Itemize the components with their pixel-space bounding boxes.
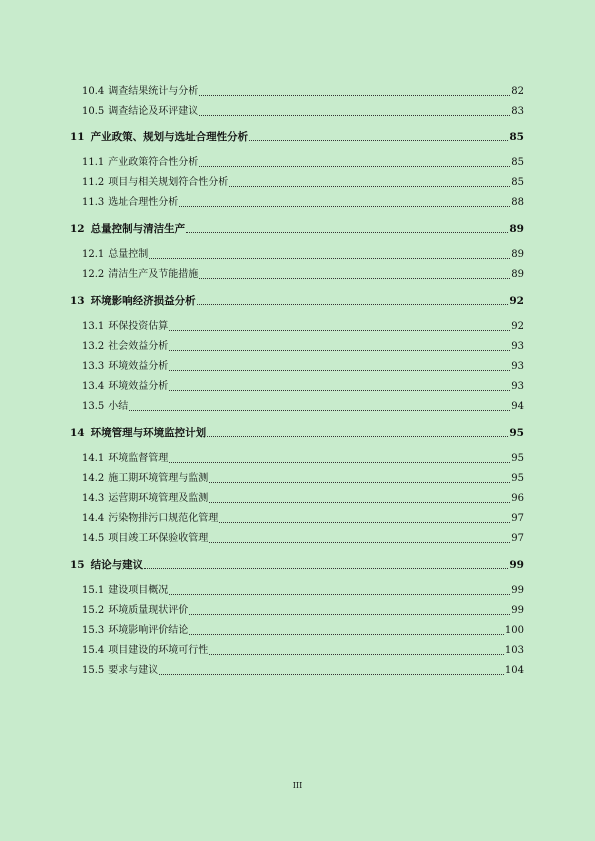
toc-chapter-entry[interactable]: [70, 223, 524, 235]
toc-entry-title: 项目与相关规划符合性分析: [108, 177, 229, 188]
toc-entry-page: 99: [511, 605, 524, 616]
toc-chapter-entry[interactable]: [70, 559, 524, 571]
toc-leader-dots: [159, 674, 504, 675]
toc-entry-page: 95: [511, 473, 524, 484]
toc-entry-title: 项目建设的环境可行性: [108, 645, 209, 656]
toc-entry-title: 产业政策符合性分析: [108, 157, 199, 168]
toc-entry-number: 14: [70, 427, 85, 439]
toc-entry-number: 14.3: [82, 493, 105, 504]
toc-entry-page: 92: [509, 295, 524, 307]
toc-entry-page: 89: [509, 223, 524, 235]
toc-entry-number: 13.4: [82, 381, 105, 392]
toc-leader-dots: [209, 482, 510, 483]
toc-entry-page: 93: [511, 381, 524, 392]
toc-entry-page: 89: [511, 269, 524, 280]
toc-entry[interactable]: [82, 401, 524, 413]
toc-entry[interactable]: [82, 361, 524, 373]
toc-entry[interactable]: [82, 157, 524, 169]
toc-leader-dots: [199, 95, 510, 96]
toc-entry-title: 环境影响经济损益分析: [90, 295, 196, 307]
toc-leader-dots: [169, 370, 510, 371]
toc-entry-title: 环境效益分析: [108, 381, 169, 392]
toc-leader-dots: [179, 206, 510, 207]
toc-entry-title: 环境监督管理: [108, 453, 169, 464]
toc-entry-page: 97: [511, 533, 524, 544]
toc-entry-title: 建设项目概况: [108, 585, 169, 596]
toc-entry[interactable]: [82, 605, 524, 617]
toc-entry-number: 12.2: [82, 269, 105, 280]
toc-entry-number: 11: [70, 131, 85, 143]
toc-entry-title: 总量控制: [108, 249, 149, 260]
toc-entry[interactable]: [82, 513, 524, 525]
toc-entry-page: 89: [511, 249, 524, 260]
toc-entry-page: 95: [511, 453, 524, 464]
toc-entry-number: 13.1: [82, 321, 105, 332]
toc-entry-title: 总量控制与清洁生产: [90, 223, 186, 235]
toc-entry-title: 环境影响评价结论: [108, 625, 189, 636]
toc-entry[interactable]: [82, 625, 524, 637]
toc-leader-dots: [229, 186, 510, 187]
toc-entry[interactable]: [82, 269, 524, 281]
toc-entry[interactable]: [82, 341, 524, 353]
toc-entry-page: 95: [509, 427, 524, 439]
toc-leader-dots: [169, 462, 510, 463]
toc-entry-number: 15.3: [82, 625, 105, 636]
toc-entry-number: 13: [70, 295, 85, 307]
toc-entry-title: 污染物排污口规范化管理: [108, 513, 219, 524]
toc-entry-number: 10.4: [82, 86, 105, 97]
toc-entry-page: 83: [511, 106, 524, 117]
toc-leader-dots: [169, 390, 510, 391]
toc-entry[interactable]: [82, 177, 524, 189]
toc-entry-number: 14.4: [82, 513, 105, 524]
toc-entry-number: 12: [70, 223, 85, 235]
toc-entry[interactable]: [82, 533, 524, 545]
toc-entry[interactable]: [82, 86, 524, 98]
toc-leader-dots: [209, 654, 504, 655]
toc-entry-title: 运营期环境管理及监测: [108, 493, 209, 504]
toc-entry-title: 环保投资估算: [108, 321, 169, 332]
toc-entry-page: 100: [504, 625, 524, 636]
toc-leader-dots: [197, 304, 509, 305]
toc-leader-dots: [249, 140, 508, 141]
toc-entry-number: 13.3: [82, 361, 105, 372]
toc-entry-page: 82: [511, 86, 524, 97]
toc-leader-dots: [129, 410, 510, 411]
toc-entry[interactable]: [82, 197, 524, 209]
toc-entry-number: 14.1: [82, 453, 105, 464]
toc-leader-dots: [149, 258, 510, 259]
toc-entry-number: 15.5: [82, 665, 105, 676]
toc-entry-number: 15.1: [82, 585, 105, 596]
toc-chapter-entry[interactable]: [70, 131, 524, 143]
toc-entry-title: 选址合理性分析: [108, 197, 179, 208]
toc-entry-page: 94: [511, 401, 524, 412]
toc-chapter-entry[interactable]: [70, 427, 524, 439]
toc-leader-dots: [169, 594, 510, 595]
toc-leader-dots: [209, 502, 510, 503]
toc-entry-title: 施工期环境管理与监测: [108, 473, 209, 484]
toc-entry[interactable]: [82, 645, 524, 657]
toc-entry-page: 85: [509, 131, 524, 143]
toc-entry-title: 社会效益分析: [108, 341, 169, 352]
toc-entry-number: 15: [70, 559, 85, 571]
toc-entry-number: 14.5: [82, 533, 105, 544]
toc-entry[interactable]: [82, 381, 524, 393]
toc-leader-dots: [186, 232, 508, 233]
toc-entry[interactable]: [82, 453, 524, 465]
toc-entry-number: 11.2: [82, 177, 105, 188]
toc-entry-number: 14.2: [82, 473, 105, 484]
toc-leader-dots: [189, 634, 504, 635]
toc-entry-page: 97: [511, 513, 524, 524]
toc-leader-dots: [219, 522, 510, 523]
toc-entry[interactable]: [82, 249, 524, 261]
toc-entry-number: 13.2: [82, 341, 105, 352]
toc-chapter-entry[interactable]: [70, 295, 524, 307]
toc-leader-dots: [207, 436, 508, 437]
toc-entry-title: 调查结果统计与分析: [108, 86, 199, 97]
toc-leader-dots: [189, 614, 510, 615]
toc-entry-number: 11.1: [82, 157, 105, 168]
toc-entry-page: 93: [511, 341, 524, 352]
toc-leader-dots: [209, 542, 510, 543]
toc-entry-page: 92: [511, 321, 524, 332]
toc-entry-number: 11.3: [82, 197, 105, 208]
toc-leader-dots: [199, 166, 510, 167]
toc-entry-title: 产业政策、规划与选址合理性分析: [90, 131, 249, 143]
toc-entry[interactable]: [82, 106, 524, 118]
toc-entry-title: 清洁生产及节能措施: [108, 269, 199, 280]
toc-leader-dots: [144, 568, 508, 569]
toc-entry-number: 13.5: [82, 401, 105, 412]
toc-entry-page: 99: [509, 559, 524, 571]
toc-entry[interactable]: [82, 585, 524, 597]
toc-entry-page: 104: [504, 665, 524, 676]
toc-entry-title: 环境管理与环境监控计划: [90, 427, 207, 439]
toc-entry-page: 88: [511, 197, 524, 208]
page-number-footer: III: [292, 781, 303, 790]
toc-entry[interactable]: [82, 665, 524, 677]
toc-entry-page: 85: [511, 177, 524, 188]
toc-entry-title: 要求与建议: [108, 665, 159, 676]
toc-entry-page: 103: [504, 645, 524, 656]
toc-entry[interactable]: [82, 493, 524, 505]
toc-entry-number: 10.5: [82, 106, 105, 117]
toc-entry-page: 93: [511, 361, 524, 372]
toc-entry-page: 99: [511, 585, 524, 596]
toc-entry-title: 小结: [108, 401, 129, 412]
toc-entry[interactable]: [82, 473, 524, 485]
toc-entry-title: 环境质量现状评价: [108, 605, 189, 616]
toc-entry-number: 15.4: [82, 645, 105, 656]
toc-entry-page: 85: [511, 157, 524, 168]
toc-entry-title: 环境效益分析: [108, 361, 169, 372]
toc-entry-page: 96: [511, 493, 524, 504]
toc-entry-title: 项目竣工环保验收管理: [108, 533, 209, 544]
toc-leader-dots: [169, 350, 510, 351]
toc-entry-number: 12.1: [82, 249, 105, 260]
toc-leader-dots: [199, 115, 510, 116]
toc-entry-title: 调查结论及环评建议: [108, 106, 199, 117]
toc-entry-title: 结论与建议: [90, 559, 144, 571]
toc-entry-number: 15.2: [82, 605, 105, 616]
toc-leader-dots: [169, 330, 510, 331]
toc-leader-dots: [199, 278, 510, 279]
toc-entry[interactable]: [82, 321, 524, 333]
